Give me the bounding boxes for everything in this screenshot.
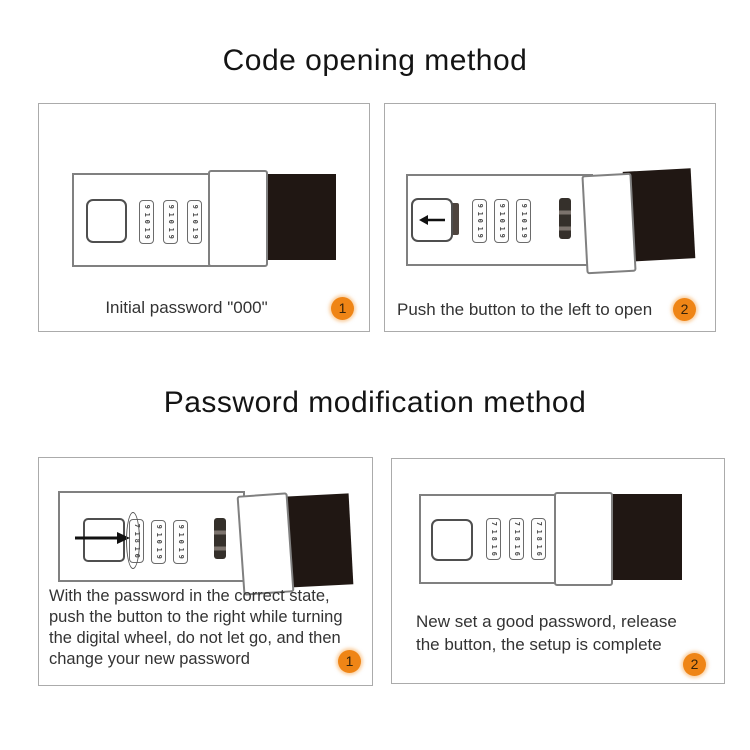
lock-button <box>86 199 127 243</box>
wheel-digit: 8 <box>490 536 499 542</box>
wheel-digit: 9 <box>476 203 485 209</box>
lock-shackle-block <box>283 493 354 587</box>
wheel-digit: 9 <box>476 233 485 239</box>
lock-button <box>411 198 453 242</box>
wheel-digit: 0 <box>155 539 164 545</box>
lock-shackle-block <box>263 174 336 260</box>
wheel-digit: 7 <box>490 521 499 527</box>
caption-line: New set a good password, release <box>416 612 677 631</box>
code-wheel <box>173 520 188 564</box>
wheel-digit: 0 <box>476 218 485 224</box>
wheel-digit: 9 <box>155 524 164 530</box>
code-wheel <box>509 518 524 560</box>
wheel-digit: 1 <box>490 544 499 549</box>
wheel-digit: 1 <box>498 226 507 231</box>
wheel-digit: 1 <box>520 226 529 231</box>
code-wheel <box>139 200 154 244</box>
wheel-digit: 1 <box>143 212 152 217</box>
wheel-digit: 0 <box>143 219 152 225</box>
code-wheel <box>151 520 166 564</box>
wheel-digit: 1 <box>191 227 200 232</box>
wheel-digit: 9 <box>177 554 186 560</box>
wheel-digit: 8 <box>133 538 142 544</box>
wheel-digit: 9 <box>191 234 200 240</box>
wheel-digit: 6 <box>490 551 499 557</box>
wheel-digit: 9 <box>167 204 176 210</box>
caption-line: push the button to the right while turning <box>49 608 343 626</box>
rotation-indicator-icon <box>126 512 140 569</box>
panel-step-release-button <box>391 458 725 684</box>
lock-shackle-block <box>608 494 682 580</box>
wheel-digit: 9 <box>498 203 507 209</box>
wheel-digit: 8 <box>513 536 522 542</box>
step-badge: 2 <box>683 653 706 676</box>
caption-line: the button, the setup is complete <box>416 635 662 654</box>
wheel-digit: 1 <box>476 211 485 216</box>
caption-line: the digital wheel, do not let go, and then <box>49 629 341 647</box>
wheel-digit: 1 <box>167 227 176 232</box>
wheel-digit: 1 <box>177 547 186 552</box>
wheel-digit: 9 <box>167 234 176 240</box>
step-caption <box>49 586 369 670</box>
wheel-digit: 0 <box>498 218 507 224</box>
wheel-digit: 9 <box>177 524 186 530</box>
code-wheel <box>486 518 501 560</box>
step-caption <box>416 610 716 656</box>
wheel-digit: 1 <box>513 529 522 534</box>
section-title-password-modification: Password modification method <box>163 386 587 419</box>
code-wheel <box>472 199 487 243</box>
wheel-digit: 1 <box>520 211 529 216</box>
wheel-digit: 0 <box>133 553 142 559</box>
wheel-digit: 0 <box>191 219 200 225</box>
wheel-digit: 1 <box>143 227 152 232</box>
code-wheel <box>494 199 509 243</box>
wheel-digit: 1 <box>498 211 507 216</box>
code-wheel <box>516 199 531 243</box>
dark-wheel <box>559 198 571 239</box>
wheel-digit: 9 <box>520 233 529 239</box>
wheel-digit: 0 <box>167 219 176 225</box>
wheel-digit: 1 <box>133 531 142 536</box>
wheel-digit: 6 <box>535 551 544 557</box>
arrow-left-icon <box>417 214 447 226</box>
wheel-digit: 7 <box>133 523 142 529</box>
step-caption: Push the button to the left to open <box>397 300 653 319</box>
wheel-digit: 1 <box>133 546 142 551</box>
wheel-digit: 7 <box>535 521 544 527</box>
lock-button <box>431 519 473 561</box>
wheel-digit: 1 <box>535 529 544 534</box>
lock-plate <box>554 492 613 586</box>
wheel-digit: 1 <box>177 532 186 537</box>
lock-plate <box>581 173 636 274</box>
step-badge: 1 <box>338 650 361 673</box>
arrow-right-icon <box>75 531 131 545</box>
wheel-digit: 9 <box>143 234 152 240</box>
wheel-digit: 0 <box>177 539 186 545</box>
wheel-digit: 9 <box>143 204 152 210</box>
wheel-digit: 1 <box>167 212 176 217</box>
wheel-digit: 1 <box>513 544 522 549</box>
wheel-digit: 8 <box>535 536 544 542</box>
panel-step-initial-password <box>38 103 370 332</box>
wheel-digit: 7 <box>513 521 522 527</box>
wheel-digit: 9 <box>155 554 164 560</box>
wheel-digit: 9 <box>191 204 200 210</box>
code-wheel <box>163 200 178 244</box>
caption-line: change your new password <box>49 650 250 668</box>
code-wheel <box>187 200 202 244</box>
wheel-digit: 9 <box>520 203 529 209</box>
wheel-digit: 1 <box>191 212 200 217</box>
lock-plate <box>208 170 268 267</box>
panel-step-push-left <box>384 103 716 332</box>
lock-plate <box>237 492 295 595</box>
dark-wheel <box>214 518 226 559</box>
panel-step-push-right-turn <box>38 457 373 686</box>
code-wheel <box>531 518 546 560</box>
wheel-digit: 6 <box>513 551 522 557</box>
section-title-code-opening: Code opening method <box>222 44 528 77</box>
wheel-digit: 0 <box>520 218 529 224</box>
step-badge: 2 <box>673 298 696 321</box>
wheel-digit: 9 <box>498 233 507 239</box>
wheel-digit: 1 <box>155 532 164 537</box>
wheel-digit: 1 <box>490 529 499 534</box>
caption-line: With the password in the correct state, <box>49 587 330 605</box>
wheel-digit: 1 <box>476 226 485 231</box>
wheel-digit: 1 <box>535 544 544 549</box>
step-badge: 1 <box>331 297 354 320</box>
wheel-digit: 1 <box>155 547 164 552</box>
step-caption: Initial password "000" <box>105 298 268 317</box>
